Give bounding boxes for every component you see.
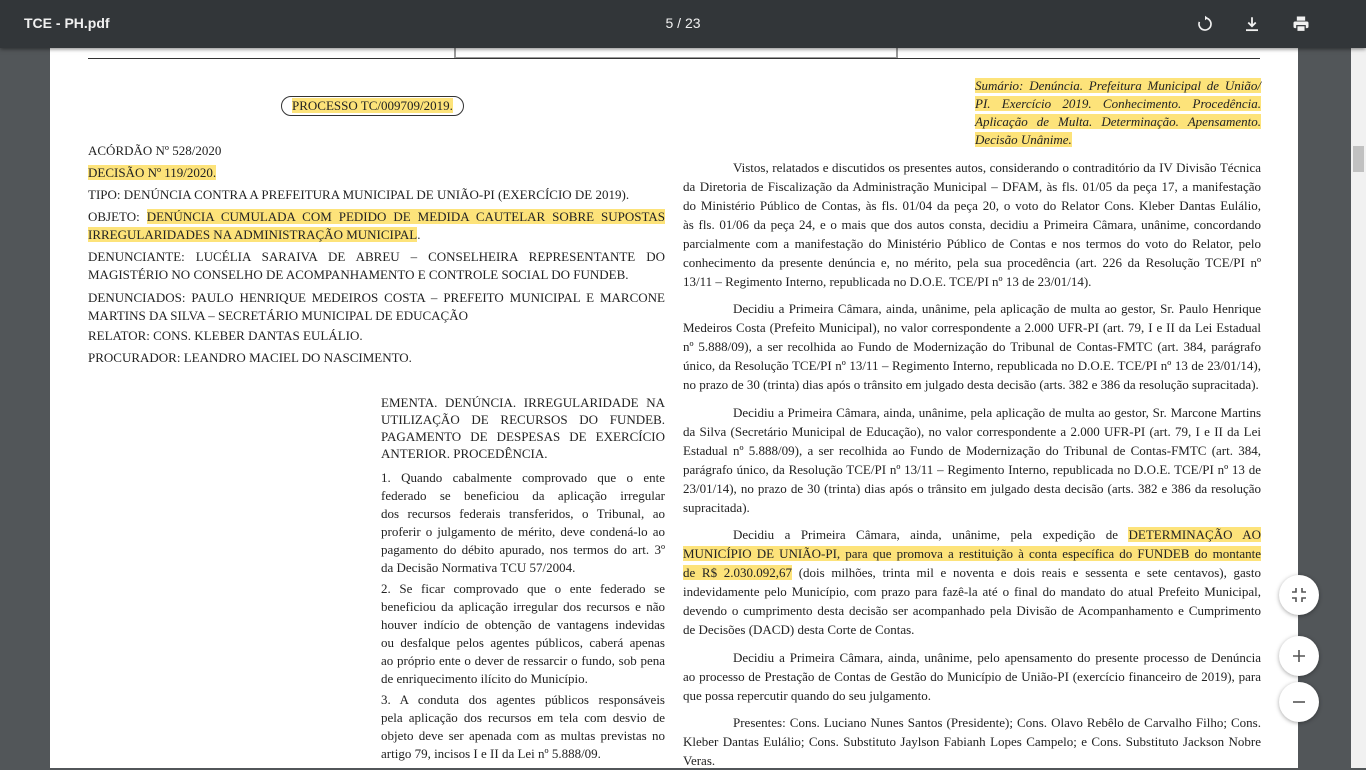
relator-line: RELATOR: CONS. KLEBER DANTAS EULÁLIO. xyxy=(88,328,363,343)
print-button[interactable] xyxy=(1289,12,1313,36)
vertical-scrollbar[interactable] xyxy=(1351,48,1366,768)
document-title: TCE - PH.pdf xyxy=(24,15,110,31)
decisao-number: DECISÃO Nº 119/2020. xyxy=(88,165,217,180)
denunciante: DENUNCIANTE: LUCÉLIA SARAIVA DE ABREU – CONSELHEIRA REPRESENTANTE DO MAGISTÉRIO NO CONSELHO DE ACOMPANHAMENTO E CONTROLE SOCIAL DO FUNDEB. xyxy=(88,249,665,282)
paragraph-determinacao: Decidiu a Primeira Câmara, ainda, unânime, pela expedição de DETERMINAÇÃO AO MUNICÍPIO DE UNIÃO-PI, para que promova a restituição à conta específica do FUNDEB do montante de R$ 2.030.092,67 (dois milhões, trinta mil e noventa e dois reais e sessenta e sete centavos), gasto indevidamente pelo Município, com prazo para fazê-la até o final do mandato do atual Prefeito Municipal, devendo o cumprimento desta decisão ser acompanhado pela Divisão de Acompanhamento e Cumprimento de Decisões (DACD) desta Corte de Contas. xyxy=(683,527,1261,637)
paragraph-multa-secretario: Decidiu a Primeira Câmara, ainda, unânime, pela aplicação de multa ao gestor, Sr. Marcone Martins da Silva (Secretário Municipal de Educação), no valor correspondente a 2.000 UFR-PI (art. 79, I e II da Lei Estadual nº 5.888/09), a ser recolhida ao Fundo de Modernização do Tribunal de Contas-FMTC (art. 384, parágrafo único, da Resolução TCE/PI nº 13/11 – Regimento Interno, republicada no D.O.E. TCE/PI nº 13 de 23/01/14), no prazo de 30 (trinta) dias após o trânsito em julgado desta decisão (arts. 382 e 386 da resolução supracitada). xyxy=(683,405,1261,515)
ementa-item-1: 1. Quando cabalmente comprovado que o ente federado se beneficiou da aplicação irregular dos recursos federais transferidos, o Tribunal, ao proferir o julgamento de mérito, deve condená-lo ao pagamento do débito apurado, nos termos do art. 3º da Decisão Normativa TCU 57/2004. xyxy=(381,470,665,575)
ementa-item-3: 3. A conduta dos agentes públicos responsáveis pela aplicação dos recursos em tela com desvio de objeto deve ser apenada com as multas previstas no artigo 79, incisos I e II da Lei nº 5.888/09. xyxy=(381,692,665,761)
page-indicator: 5 / 23 xyxy=(665,15,701,31)
download-icon xyxy=(1243,15,1261,33)
zoom-in-icon xyxy=(1291,648,1307,664)
ementa-item-2: 2. Se ficar comprovado que o ente federado se beneficiou da aplicação irregular dos recursos e não houver indício de obtenção de vantagens indevidas ou desfalque pelos agentes públicos, caberá apenas ao próprio ente o dever de ressarcir o fundo, sob pena de enriquecimento ilícito do Município. xyxy=(381,581,665,686)
paragraph-apensamento: Decidiu a Primeira Câmara, ainda, unânime, pelo apensamento do presente processo de Denúncia ao processo de Prestação de Contas de Gestão do Município de União-PI (exercício financeiro de 2019), para que possa repercutir quando do seu julgamento. xyxy=(683,650,1261,703)
rotate-icon xyxy=(1196,15,1214,33)
procurador-line: PROCURADOR: LEANDRO MACIEL DO NASCIMENTO. xyxy=(88,350,412,365)
sumario: Sumário: Denúncia. Prefeitura Municipal de União/ PI. Exercício 2019. Conhecimento. Procedência. Aplicação de Multa. Determinação. Apensamento. Decisão Unânime. xyxy=(975,78,1261,147)
rotate-button[interactable] xyxy=(1193,12,1217,36)
zoom-in-button[interactable] xyxy=(1279,636,1319,676)
zoom-out-icon xyxy=(1291,694,1307,710)
paragraph-vistos: Vistos, relatados e discutidos os presentes autos, considerando o contraditório da IV Divisão Técnica da Diretoria de Fiscalização da Administração Municipal – DFAM, às fls. 01/05 da peça 17, a manifestação do Ministério Público de Contas, às fls. 01/04 da peça 20, o voto do Relator Cons. Kleber Dantas Eulálio, às fls. 01/06 da peça 24, e o mais que dos autos consta, decidiu a Primeira Câmara, unânime, concordando parcialmente com a manifestação do Ministério Público de Contas e nos termos do voto do Relator, pelo conhecimento da presente denúncia e, no mérito, pela sua procedência (art. 226 da Resolução TCE/PI nº 13/11 – Regimento Interno, republicada no D.O.E. TCE/PI nº 13 de 23/01/14). xyxy=(683,160,1261,289)
download-button[interactable] xyxy=(1240,12,1264,36)
denunciados: DENUNCIADOS: PAULO HENRIQUE MEDEIROS COSTA – PREFEITO MUNICIPAL E MARCONE MARTINS DA SILVA – SECRETÁRIO MUNICIPAL DE EDUCAÇÃO xyxy=(88,290,665,323)
pdf-page xyxy=(50,48,1298,768)
ementa: EMENTA. DENÚNCIA. IRREGULARIDADE NA UTILIZAÇÃO DE RECURSOS DO FUNDEB. PAGAMENTO DE DESPESAS DE EXERCÍCIO ANTERIOR. PROCEDÊNCIA. xyxy=(381,395,665,461)
header-rule xyxy=(88,58,1260,59)
acordao-number: ACÓRDÃO Nº 528/2020 xyxy=(88,143,222,158)
objeto: OBJETO: DENÚNCIA CUMULADA COM PEDIDO DE MEDIDA CAUTELAR SOBRE SUPOSTAS IRREGULARIDADES NA ADMINISTRAÇÃO MUNICIPAL. xyxy=(88,209,665,242)
fit-to-page-icon xyxy=(1291,587,1307,603)
scrollbar-thumb[interactable] xyxy=(1353,146,1364,172)
paragraph-multa-prefeito: Decidiu a Primeira Câmara, ainda, unânime, pela aplicação de multa ao gestor, Sr. Paulo Henrique Medeiros Costa (Prefeito Municipal), no valor correspondente a 2.000 UFR-PI (art. 79, I e II da Lei Estadual nº 5.888/09), a ser recolhida ao Fundo de Modernização do Tribunal de Contas-FMTC (art. 384, parágrafo único, da Resolução TCE/PI nº 13/11 – Regimento Interno, republicada no D.O.E. TCE/PI nº 13 de 23/01/14), no prazo de 30 (trinta) dias após o trânsito em julgado desta decisão (arts. 382 e 386 da resolução supracitada). xyxy=(683,301,1261,392)
zoom-out-button[interactable] xyxy=(1279,682,1319,722)
pdf-toolbar xyxy=(0,0,1366,48)
tipo-line: TIPO: DENÚNCIA CONTRA A PREFEITURA MUNICIPAL DE UNIÃO-PI (EXERCÍCIO DE 2019). xyxy=(88,187,630,202)
paragraph-presentes: Presentes: Cons. Luciano Nunes Santos (Presidente); Cons. Olavo Rebêlo de Carvalho Filho; Cons. Kleber Dantas Eulálio; Cons. Substituto Jaylson Fabianh Lopes Campelo; e Cons. Substituto Jackson Nobre Veras. xyxy=(683,715,1261,768)
processo-label: PROCESSO TC/009709/2019. xyxy=(281,96,464,116)
print-icon xyxy=(1291,14,1311,34)
fit-to-page-button[interactable] xyxy=(1279,575,1319,615)
